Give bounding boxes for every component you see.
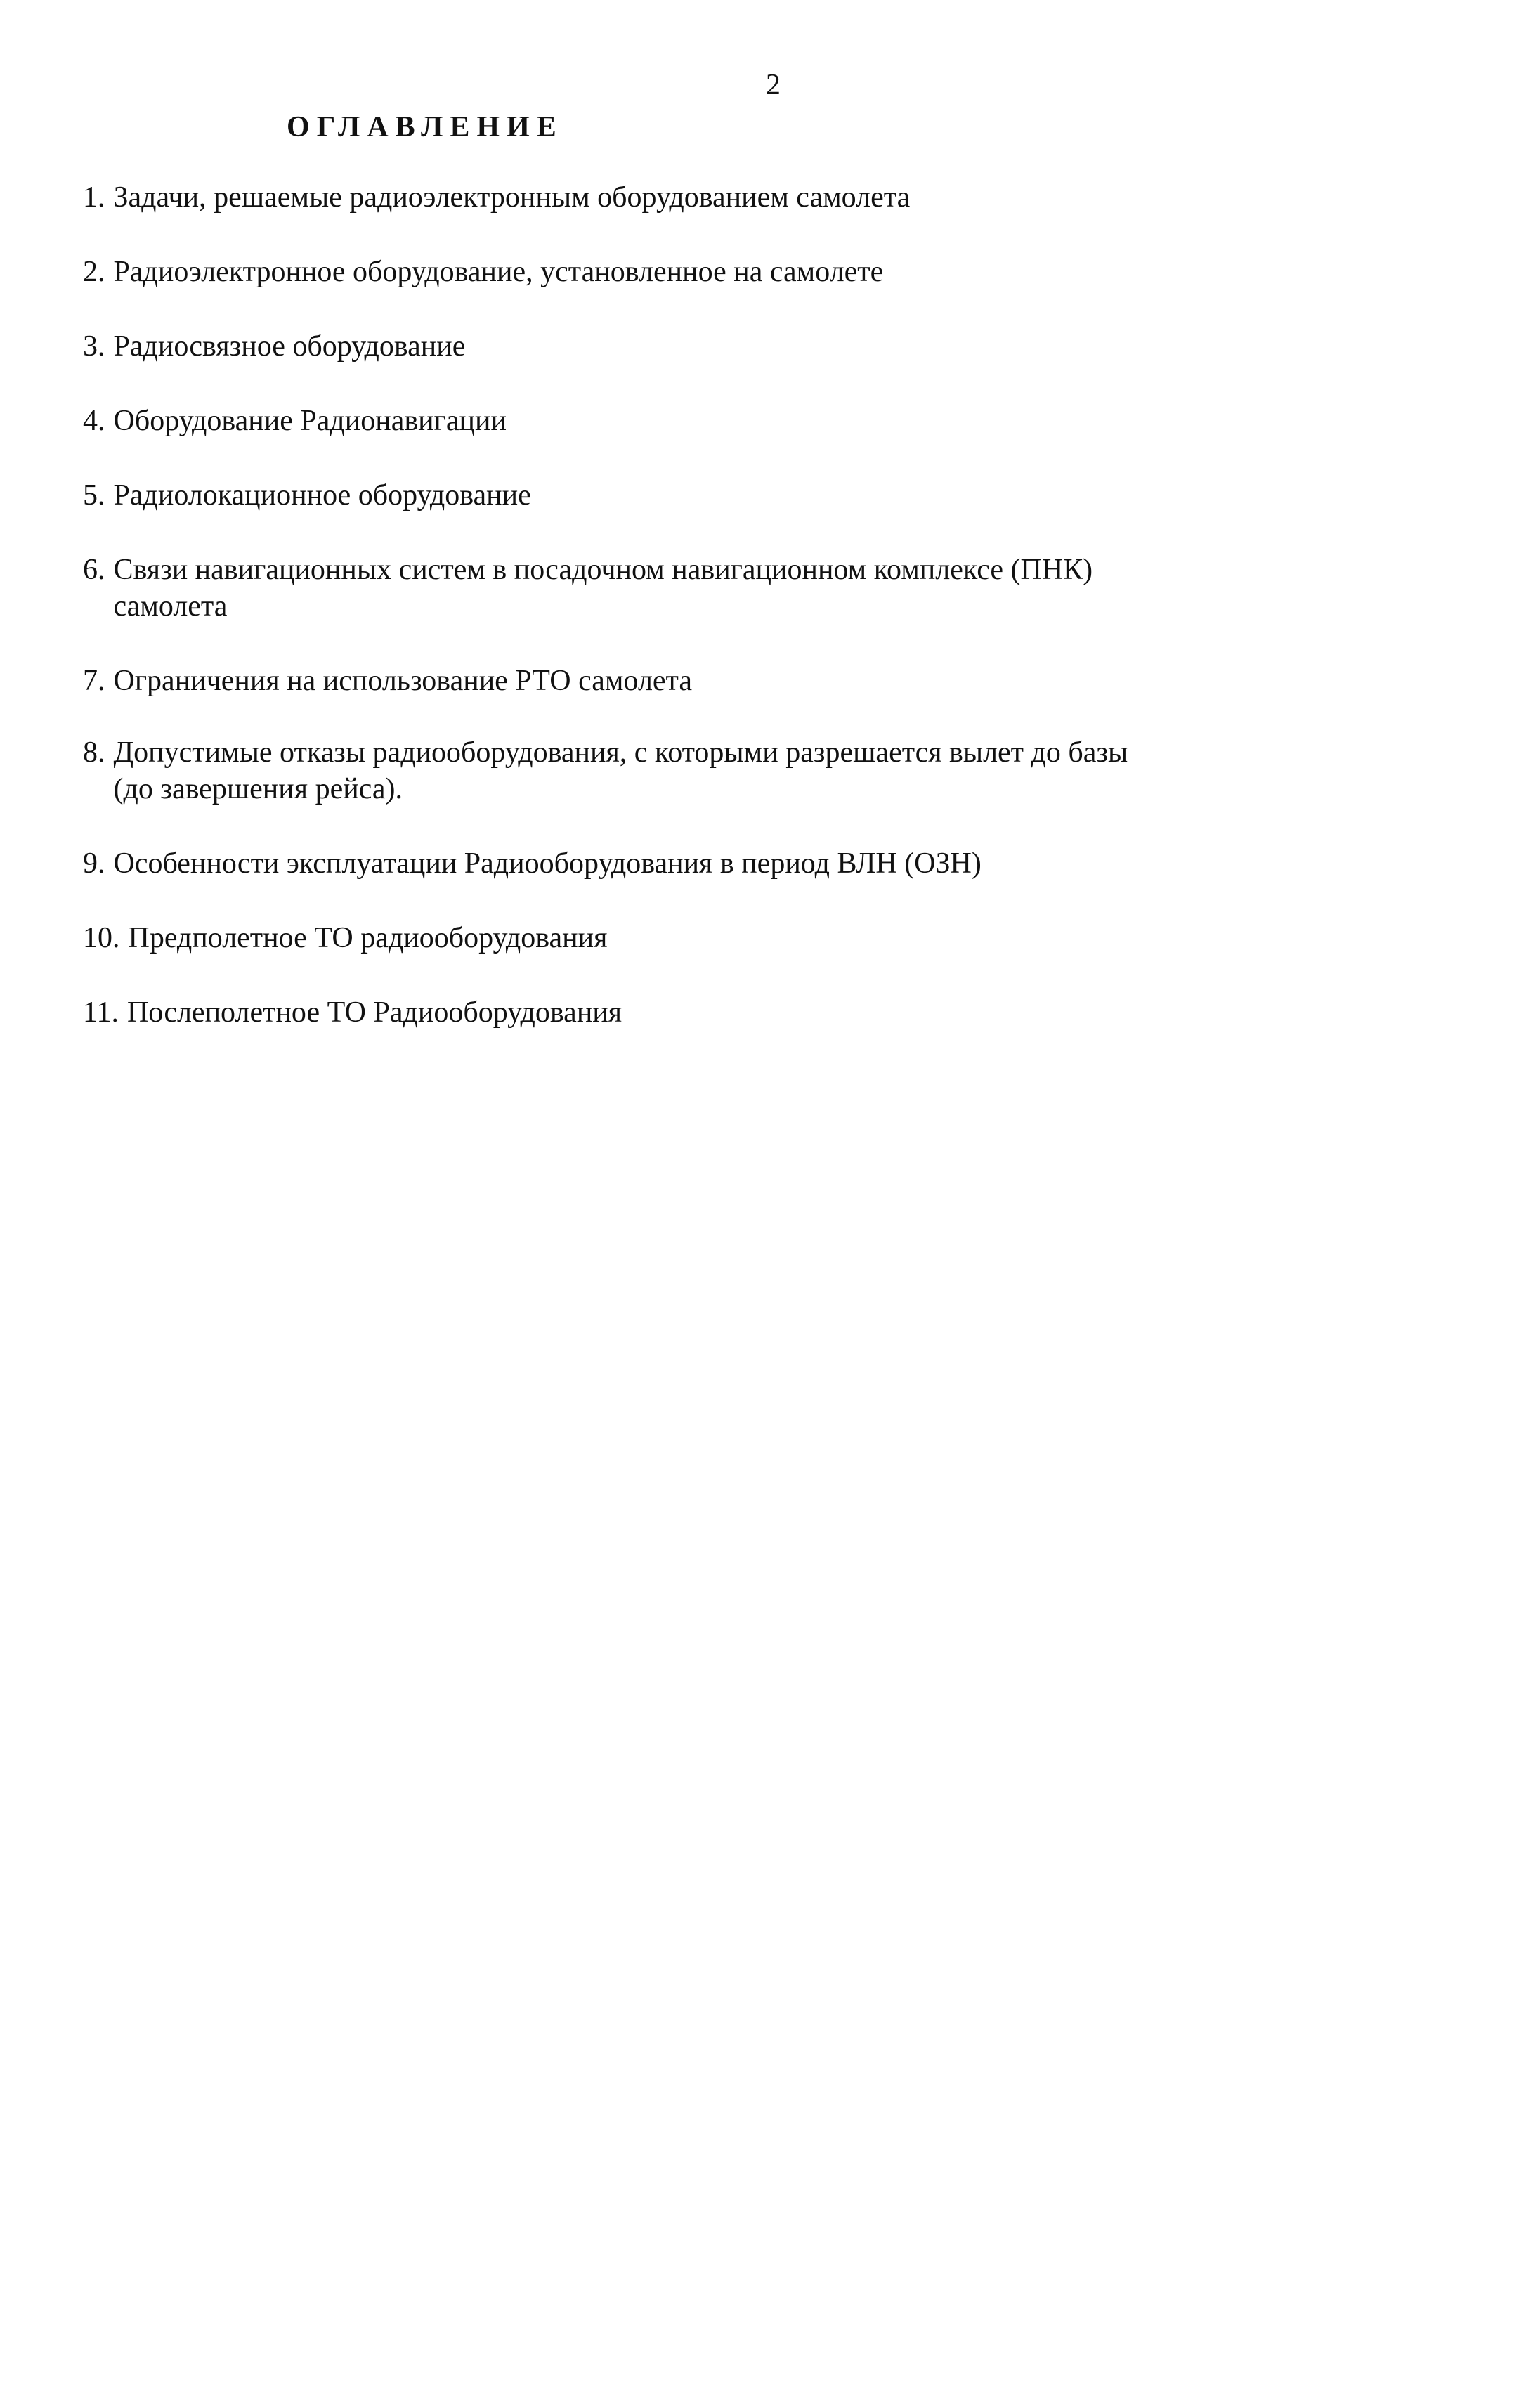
toc-item-number: 5. [83,479,105,512]
toc-item-text [114,328,1278,365]
toc-item-3 [83,328,1277,365]
toc-item-line: Оборудование Радионавигации [113,405,507,437]
toc-item-number: 3. [83,330,105,363]
toc-item-text [114,845,1278,882]
toc-item-4 [83,403,1277,439]
toc-item-text [114,403,1278,439]
toc-item-1 [83,179,1277,216]
toc-item-5 [83,477,1277,514]
toc-item-text [114,734,1278,807]
toc-item-line: Предполетное ТО радиооборудования [128,922,608,954]
toc-item-text [127,994,1277,1031]
page-number: 2 [766,69,781,101]
toc-item-text [114,552,1278,625]
toc-item-line: Радиоэлектронное оборудование, установленное на самолете [113,256,884,288]
toc-item-number: 9. [83,847,105,880]
toc-item-number: 8. [83,736,105,769]
toc-item-text [114,663,1278,699]
toc-item-6 [83,552,1277,625]
toc-item-number: 7. [83,665,105,697]
toc-item-8 [83,734,1277,807]
toc-item-line: Допустимые отказы радиооборудования, с которыми разрешается вылет до базы [113,736,1128,769]
toc-item-number: 2. [83,256,105,288]
toc-item-text [114,477,1278,514]
toc-item-2 [83,254,1277,290]
page-title: ОГЛАВЛЕНИЕ [287,111,563,143]
toc-item-text [114,254,1278,290]
toc-item-line: Ограничения на использование РТО самолета [113,665,693,697]
toc-item-line: самолета [113,590,228,623]
toc-item-7 [83,663,1277,699]
toc-item-line: (до завершения рейса). [113,773,403,805]
toc-item-number: 1. [83,181,105,214]
toc-item-line: Особенности эксплуатации Радиооборудования в период ВЛН (ОЗН) [113,847,982,880]
toc-item-line: Задачи, решаемые радиоэлектронным оборудованием самолета [113,181,911,214]
toc-item-number: 6. [83,554,105,586]
toc-item-line: Радиосвязное оборудование [113,330,466,363]
toc-item-line: Связи навигационных систем в посадочном навигационном комплексе (ПНК) [113,554,1093,586]
toc-item-9 [83,845,1277,882]
toc-item-line: Послеполетное ТО Радиооборудования [126,996,622,1029]
toc-item-text [114,179,1278,216]
toc-item-11 [83,994,1277,1031]
toc-item-number: 10. [83,922,120,954]
toc-item-text [129,920,1278,956]
toc-item-number: 4. [83,405,105,437]
toc-item-number: 11. [83,996,119,1029]
toc-item-10 [83,920,1277,956]
toc-item-line: Радиолокационное оборудование [113,479,531,512]
